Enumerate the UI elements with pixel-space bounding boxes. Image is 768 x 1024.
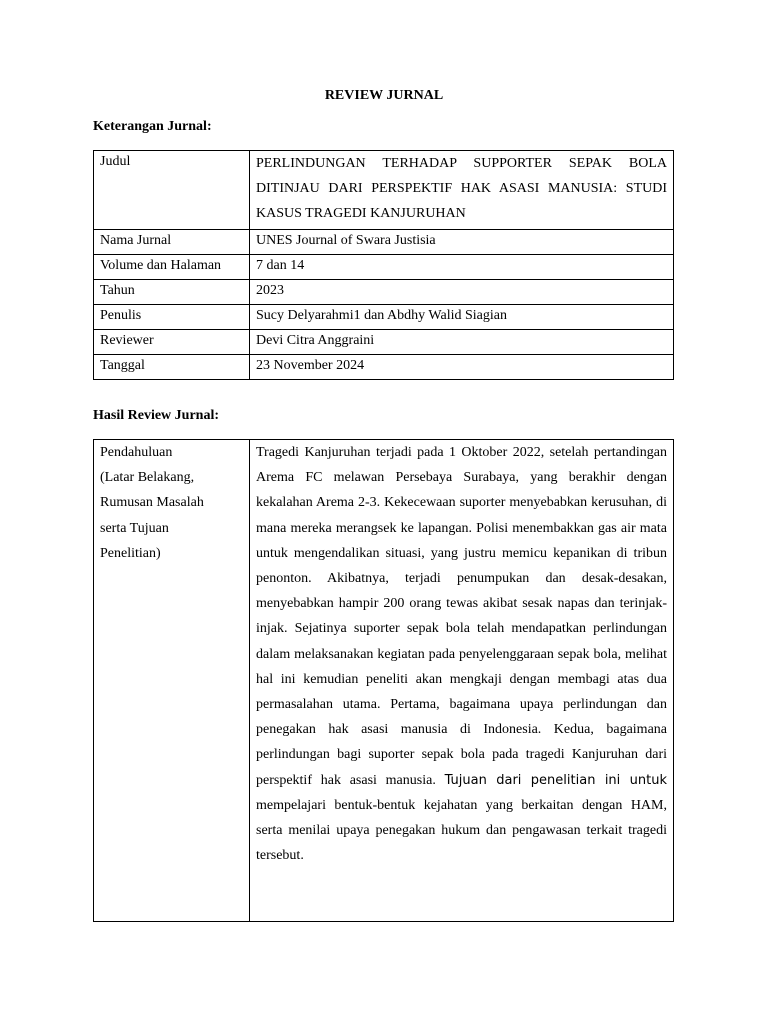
judul-value: PERLINDUNGAN TERHADAP SUPPORTER SEPAK BOLA DITINJAU DARI PERSPEKTIF HAK ASASI MANUSIA: STUDI KASUS TRAGEDI KANJURUHAN xyxy=(250,151,674,230)
pendahuluan-text-sans: Tujuan dari penelitian ini untuk xyxy=(444,772,668,788)
pendahuluan-label-line: Rumusan Masalah xyxy=(100,495,204,511)
pendahuluan-label-line: (Latar Belakang, xyxy=(100,470,195,486)
pendahuluan-text: Tragedi Kanjuruhan terjadi pada 1 Oktober 2022, setelah pertandingan Arema FC melawan Persebaya Surabaya, yang berakhir dengan kekalahan Arema 2-3. Kekecewaan suporter menyebabkan kerusuhan, di mana mereka merangsek ke lapangan. Polisi menembakkan gas air mata untuk mengendalikan situasi, yang justru memicu kepanikan di tribun penonton. Akibatnya, terjadi penumpukan dan desak-desakan, menyebabkan hampir 200 orang tewas akibat sesak napas dan terinjak-injak. Sejatinya suporter sepak bola telah mendapatkan perlindungan dalam melaksanakan kegiatan pada penyelenggaraan sepak bola, melihat hal ini kemudian peneliti akan mengkaji dengan membagi atas dua permasalahan utama. Pertama, bagaimana upaya perlindungan dan penegakan hak asasi manusia di Indonesia. Kedua, bagaimana perlindungan bagi suporter sepak bola pada tragedi Kanjuruhan dari perspektif hak asasi manusia. xyxy=(256,445,667,788)
table-row xyxy=(94,440,674,922)
penulis-label: Penulis xyxy=(94,305,250,330)
nama-jurnal-value: UNES Journal of Swara Justisia xyxy=(250,230,674,255)
table-row xyxy=(94,355,674,380)
keterangan-table xyxy=(93,150,674,380)
hasil-review-table xyxy=(93,439,674,922)
tahun-value: 2023 xyxy=(250,280,674,305)
pendahuluan-content xyxy=(250,440,674,922)
penulis-value: Sucy Delyarahmi1 dan Abdhy Walid Siagian xyxy=(250,305,674,330)
reviewer-value: Devi Citra Anggraini xyxy=(250,330,674,355)
pendahuluan-label-line: serta Tujuan xyxy=(100,520,169,536)
pendahuluan-label xyxy=(94,440,250,922)
table-row xyxy=(94,151,674,230)
judul-label: Judul xyxy=(94,151,250,230)
pendahuluan-label-line: Pendahuluan xyxy=(100,445,173,460)
volume-value: 7 dan 14 xyxy=(250,255,674,280)
pendahuluan-label-line: Penelitian) xyxy=(100,545,161,561)
table-row xyxy=(94,330,674,355)
volume-label: Volume dan Halaman xyxy=(94,255,250,280)
nama-jurnal-label: Nama Jurnal xyxy=(94,230,250,255)
tahun-label: Tahun xyxy=(94,280,250,305)
table-row xyxy=(94,305,674,330)
pendahuluan-text-tail: mempelajari bentuk-bentuk kejahatan yang berkaitan dengan HAM, serta menilai upaya penegakan hukum dan pengawasan terkait tragedi tersebut. xyxy=(256,797,667,864)
tanggal-value: 23 November 2024 xyxy=(250,355,674,380)
reviewer-label: Reviewer xyxy=(94,330,250,355)
section-keterangan-label: Keterangan Jurnal: xyxy=(93,119,212,134)
table-row xyxy=(94,280,674,305)
section-hasil-label: Hasil Review Jurnal: xyxy=(93,408,219,423)
document-title: REVIEW JURNAL xyxy=(324,88,444,103)
tanggal-label: Tanggal xyxy=(94,355,250,380)
table-row xyxy=(94,230,674,255)
table-row xyxy=(94,255,674,280)
